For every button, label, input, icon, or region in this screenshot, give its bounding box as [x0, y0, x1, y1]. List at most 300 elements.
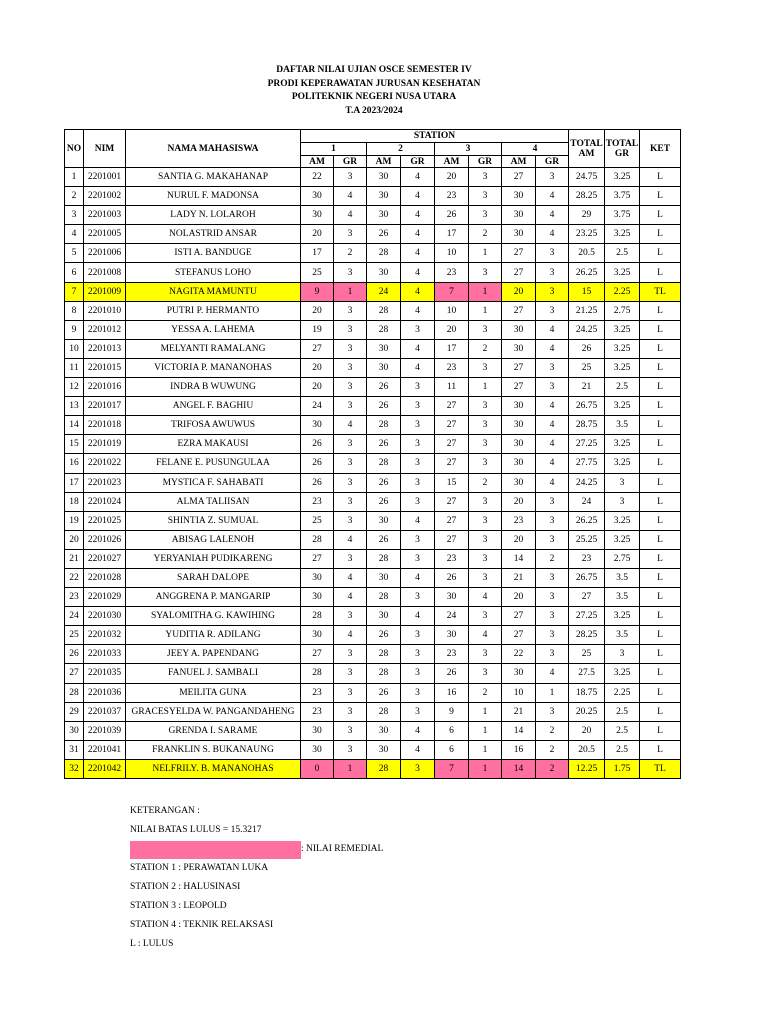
cell-tam: 27: [569, 588, 605, 607]
cell-s1gr: 1: [334, 282, 367, 301]
cell-s3am: 26: [435, 664, 469, 683]
cell-s4am: 10: [502, 683, 536, 702]
cell-s4am: 27: [502, 378, 536, 397]
cell-s1am: 20: [301, 358, 334, 377]
cell-no: 24: [65, 607, 84, 626]
cell-tgr: 2.5: [605, 721, 640, 740]
cell-tam: 18.75: [569, 683, 605, 702]
cell-s2am: 26: [367, 225, 401, 244]
cell-tam: 27.75: [569, 454, 605, 473]
cell-ket: L: [640, 244, 681, 263]
cell-s4am: 27: [502, 244, 536, 263]
cell-nama: TRIFOSA AWUWUS: [126, 416, 301, 435]
cell-s2gr: 4: [401, 225, 435, 244]
cell-ket: L: [640, 225, 681, 244]
cell-s1am: 30: [301, 206, 334, 225]
cell-tam: 25: [569, 358, 605, 377]
cell-tgr: 2.75: [605, 549, 640, 568]
cell-tgr: 2.75: [605, 301, 640, 320]
cell-s1am: 17: [301, 244, 334, 263]
cell-s3gr: 3: [469, 454, 502, 473]
cell-s4gr: 3: [536, 626, 569, 645]
cell-s1gr: 3: [334, 168, 367, 187]
cell-s4gr: 3: [536, 702, 569, 721]
cell-no: 25: [65, 626, 84, 645]
table-row: [65, 721, 681, 740]
batas-lulus: NILAI BATAS LULUS = 15.3217: [130, 825, 262, 835]
cell-tam: 28.25: [569, 626, 605, 645]
cell-tgr: 3.75: [605, 187, 640, 206]
cell-s1gr: 3: [334, 740, 367, 759]
cell-nama: YESSA A. LAHEMA: [126, 320, 301, 339]
cell-tgr: 3.5: [605, 416, 640, 435]
cell-s4gr: 4: [536, 339, 569, 358]
cell-s4gr: 3: [536, 568, 569, 587]
cell-nim: 2201018: [84, 416, 126, 435]
cell-s2gr: 4: [401, 263, 435, 282]
cell-s2am: 24: [367, 282, 401, 301]
cell-s2am: 28: [367, 702, 401, 721]
cell-s1gr: 3: [334, 683, 367, 702]
cell-s2gr: 4: [401, 568, 435, 587]
cell-nim: 2201027: [84, 549, 126, 568]
cell-nama: LADY N. LOLAROH: [126, 206, 301, 225]
cell-s3am: 7: [435, 759, 469, 778]
cell-nim: 2201039: [84, 721, 126, 740]
cell-tam: 25: [569, 645, 605, 664]
cell-tgr: 2.5: [605, 244, 640, 263]
cell-s3am: 26: [435, 206, 469, 225]
cell-s3am: 23: [435, 187, 469, 206]
cell-s3am: 7: [435, 282, 469, 301]
header-s4-am: AM: [502, 156, 536, 168]
cell-no: 28: [65, 683, 84, 702]
cell-no: 14: [65, 416, 84, 435]
cell-s3am: 27: [435, 435, 469, 454]
cell-s2am: 30: [367, 187, 401, 206]
keterangan-label: KETERANGAN :: [130, 806, 200, 816]
cell-s1am: 30: [301, 740, 334, 759]
cell-s4gr: 3: [536, 282, 569, 301]
cell-tgr: 3.25: [605, 435, 640, 454]
cell-tgr: 3.25: [605, 168, 640, 187]
cell-tam: 25.25: [569, 530, 605, 549]
table-row: [65, 168, 681, 187]
title-line-1: DAFTAR NILAI UJIAN OSCE SEMESTER IV: [276, 65, 472, 75]
cell-ket: L: [640, 378, 681, 397]
cell-ket: L: [640, 549, 681, 568]
cell-no: 6: [65, 263, 84, 282]
cell-ket: L: [640, 263, 681, 282]
cell-s4am: 22: [502, 645, 536, 664]
cell-s4am: 27: [502, 626, 536, 645]
cell-s1am: 20: [301, 225, 334, 244]
cell-s2gr: 3: [401, 378, 435, 397]
cell-tgr: 3: [605, 473, 640, 492]
cell-tgr: 2.5: [605, 740, 640, 759]
cell-s2gr: 4: [401, 358, 435, 377]
cell-nama: SHINTIA Z. SUMUAL: [126, 511, 301, 530]
title-line-2: PRODI KEPERAWATAN JURUSAN KESEHATAN: [267, 78, 481, 89]
cell-tam: 28.75: [569, 416, 605, 435]
cell-s1gr: 4: [334, 187, 367, 206]
table-row: [65, 339, 681, 358]
cell-s3gr: 2: [469, 473, 502, 492]
table-row: [65, 206, 681, 225]
cell-tam: 15: [569, 282, 605, 301]
cell-nama: ALMA TALIISAN: [126, 492, 301, 511]
cell-s2gr: 4: [401, 511, 435, 530]
cell-nim: 2201032: [84, 626, 126, 645]
cell-tgr: 3.25: [605, 511, 640, 530]
cell-s2am: 30: [367, 721, 401, 740]
cell-nim: 2201001: [84, 168, 126, 187]
cell-s1gr: 3: [334, 378, 367, 397]
cell-no: 12: [65, 378, 84, 397]
cell-s4am: 27: [502, 168, 536, 187]
cell-ket: TL: [640, 282, 681, 301]
cell-nama: SANTIA G. MAKAHANAP: [126, 168, 301, 187]
table-row: [65, 282, 681, 301]
cell-tam: 23: [569, 549, 605, 568]
cell-s3gr: 4: [469, 588, 502, 607]
title-line-4: T.A 2023/2024: [345, 105, 403, 116]
cell-tam: 28.25: [569, 187, 605, 206]
cell-s1gr: 4: [334, 530, 367, 549]
table-row: [65, 645, 681, 664]
cell-s2am: 28: [367, 549, 401, 568]
cell-s2am: 28: [367, 416, 401, 435]
cell-s4am: 30: [502, 320, 536, 339]
header-total-gr: TOTAL GR: [605, 130, 640, 168]
cell-no: 20: [65, 530, 84, 549]
cell-s1am: 26: [301, 435, 334, 454]
header-nim: NIM: [84, 130, 126, 168]
header-s2-am: AM: [367, 156, 401, 168]
cell-ket: L: [640, 702, 681, 721]
cell-no: 5: [65, 244, 84, 263]
cell-nim: 2201035: [84, 664, 126, 683]
cell-s4gr: 4: [536, 225, 569, 244]
cell-tgr: 3: [605, 492, 640, 511]
cell-s2gr: 4: [401, 339, 435, 358]
cell-nim: 2201041: [84, 740, 126, 759]
cell-s2am: 26: [367, 435, 401, 454]
cell-tgr: 3.25: [605, 607, 640, 626]
cell-s2gr: 4: [401, 187, 435, 206]
cell-s4gr: 1: [536, 683, 569, 702]
cell-ket: L: [640, 168, 681, 187]
cell-s1gr: 3: [334, 397, 367, 416]
cell-tgr: 3.25: [605, 397, 640, 416]
cell-tgr: 2.5: [605, 378, 640, 397]
cell-tam: 26: [569, 339, 605, 358]
cell-s3gr: 3: [469, 168, 502, 187]
cell-s4am: 30: [502, 473, 536, 492]
cell-s1am: 26: [301, 473, 334, 492]
cell-s2am: 30: [367, 206, 401, 225]
header-s1-gr: GR: [334, 156, 367, 168]
cell-tam: 26.75: [569, 568, 605, 587]
cell-tam: 24.25: [569, 473, 605, 492]
cell-s1gr: 3: [334, 664, 367, 683]
cell-s3gr: 3: [469, 358, 502, 377]
cell-nama: FELANE E. PUSUNGULAA: [126, 454, 301, 473]
cell-ket: L: [640, 740, 681, 759]
cell-ket: L: [640, 339, 681, 358]
cell-s1gr: 3: [334, 435, 367, 454]
cell-s1gr: 4: [334, 206, 367, 225]
cell-s2am: 28: [367, 454, 401, 473]
cell-s2am: 26: [367, 626, 401, 645]
cell-s1am: 30: [301, 721, 334, 740]
cell-s4am: 30: [502, 339, 536, 358]
cell-s1am: 22: [301, 168, 334, 187]
cell-nim: 2201028: [84, 568, 126, 587]
cell-no: 23: [65, 588, 84, 607]
cell-ket: L: [640, 492, 681, 511]
cell-s3am: 27: [435, 416, 469, 435]
cell-nama: SYALOMITHA G. KAWIHING: [126, 607, 301, 626]
cell-nama: ANGGRENA P. MANGARIP: [126, 588, 301, 607]
cell-nim: 2201010: [84, 301, 126, 320]
cell-s4gr: 4: [536, 187, 569, 206]
cell-no: 4: [65, 225, 84, 244]
cell-s3gr: 1: [469, 721, 502, 740]
cell-s1am: 24: [301, 397, 334, 416]
cell-s3gr: 1: [469, 301, 502, 320]
cell-s1gr: 3: [334, 473, 367, 492]
table-row: [65, 435, 681, 454]
cell-no: 17: [65, 473, 84, 492]
cell-s3am: 10: [435, 301, 469, 320]
cell-s4am: 20: [502, 492, 536, 511]
cell-s1gr: 3: [334, 320, 367, 339]
cell-s2am: 30: [367, 339, 401, 358]
cell-s4gr: 2: [536, 740, 569, 759]
cell-s2am: 28: [367, 664, 401, 683]
cell-nim: 2201002: [84, 187, 126, 206]
cell-ket: L: [640, 358, 681, 377]
cell-s4am: 16: [502, 740, 536, 759]
cell-s2am: 26: [367, 473, 401, 492]
cell-tam: 24: [569, 492, 605, 511]
cell-s4am: 20: [502, 588, 536, 607]
cell-no: 21: [65, 549, 84, 568]
cell-s3am: 27: [435, 511, 469, 530]
cell-nim: 2201023: [84, 473, 126, 492]
cell-s2am: 28: [367, 320, 401, 339]
cell-s3gr: 3: [469, 511, 502, 530]
cell-s4am: 30: [502, 435, 536, 454]
cell-s1am: 28: [301, 530, 334, 549]
cell-s1gr: 2: [334, 244, 367, 263]
cell-nama: ISTI A. BANDUGE: [126, 244, 301, 263]
cell-nim: 2201006: [84, 244, 126, 263]
cell-nama: MEILITA GUNA: [126, 683, 301, 702]
cell-s4am: 23: [502, 511, 536, 530]
cell-s2gr: 4: [401, 168, 435, 187]
cell-tgr: 3.5: [605, 626, 640, 645]
cell-ket: L: [640, 626, 681, 645]
cell-s3gr: 2: [469, 225, 502, 244]
cell-nama: ANGEL F. BAGHIU: [126, 397, 301, 416]
cell-no: 15: [65, 435, 84, 454]
cell-s3am: 27: [435, 454, 469, 473]
cell-nim: 2201025: [84, 511, 126, 530]
cell-ket: TL: [640, 759, 681, 778]
cell-no: 22: [65, 568, 84, 587]
cell-s2gr: 3: [401, 645, 435, 664]
cell-s1am: 27: [301, 645, 334, 664]
cell-s1gr: 3: [334, 511, 367, 530]
cell-tam: 21.25: [569, 301, 605, 320]
cell-s4gr: 3: [536, 530, 569, 549]
cell-s4gr: 3: [536, 492, 569, 511]
cell-tam: 27.25: [569, 607, 605, 626]
table-row: [65, 473, 681, 492]
cell-s1gr: 3: [334, 301, 367, 320]
cell-s2gr: 3: [401, 588, 435, 607]
cell-s4am: 27: [502, 358, 536, 377]
remedial-legend: [130, 840, 383, 859]
cell-s1gr: 4: [334, 568, 367, 587]
cell-ket: L: [640, 473, 681, 492]
cell-s4am: 21: [502, 702, 536, 721]
cell-s3gr: 3: [469, 664, 502, 683]
cell-s2gr: 3: [401, 435, 435, 454]
header-station-4: 4: [502, 143, 569, 156]
cell-tam: 21: [569, 378, 605, 397]
station-4-note: STATION 4 : TEKNIK RELAKSASI: [130, 920, 274, 930]
cell-s3gr: 1: [469, 740, 502, 759]
cell-nama: NELFRILY. B. MANANOHAS: [126, 759, 301, 778]
cell-s3am: 15: [435, 473, 469, 492]
cell-s3am: 30: [435, 588, 469, 607]
header-station-1: 1: [301, 143, 367, 156]
cell-tam: 23.25: [569, 225, 605, 244]
cell-s1gr: 3: [334, 702, 367, 721]
cell-s3gr: 3: [469, 530, 502, 549]
cell-tgr: 2.5: [605, 702, 640, 721]
cell-s3gr: 4: [469, 626, 502, 645]
cell-s3gr: 3: [469, 435, 502, 454]
cell-s4gr: 3: [536, 244, 569, 263]
cell-nama: YUDITIA R. ADILANG: [126, 626, 301, 645]
title-line-3: POLITEKNIK NEGERI NUSA UTARA: [291, 92, 457, 102]
cell-tgr: 3.25: [605, 339, 640, 358]
cell-tgr: 3.25: [605, 530, 640, 549]
table-row: [65, 702, 681, 721]
cell-s3gr: 3: [469, 492, 502, 511]
cell-ket: L: [640, 511, 681, 530]
cell-s4gr: 4: [536, 664, 569, 683]
cell-tgr: 2.25: [605, 282, 640, 301]
cell-s2am: 28: [367, 301, 401, 320]
cell-s3gr: 3: [469, 187, 502, 206]
table-row: [65, 511, 681, 530]
cell-tam: 24.75: [569, 168, 605, 187]
cell-s3am: 16: [435, 683, 469, 702]
cell-s3am: 6: [435, 740, 469, 759]
cell-nim: 2201008: [84, 263, 126, 282]
cell-s3gr: 2: [469, 683, 502, 702]
cell-s2gr: 3: [401, 473, 435, 492]
cell-s2gr: 3: [401, 320, 435, 339]
cell-s4gr: 3: [536, 511, 569, 530]
cell-s4gr: 2: [536, 721, 569, 740]
table-row: [65, 320, 681, 339]
cell-s2gr: 3: [401, 530, 435, 549]
cell-nama: NURUL F. MADONSA: [126, 187, 301, 206]
cell-s1am: 30: [301, 187, 334, 206]
header-station-3: 3: [435, 143, 502, 156]
cell-s1gr: 4: [334, 588, 367, 607]
grades-table: [64, 129, 681, 779]
cell-nim: 2201013: [84, 339, 126, 358]
cell-s2am: 26: [367, 683, 401, 702]
cell-s2am: 30: [367, 568, 401, 587]
cell-s1gr: 3: [334, 225, 367, 244]
cell-s1am: 28: [301, 607, 334, 626]
cell-s2am: 26: [367, 530, 401, 549]
cell-no: 7: [65, 282, 84, 301]
cell-no: 26: [65, 645, 84, 664]
cell-s3am: 6: [435, 721, 469, 740]
cell-s2gr: 3: [401, 492, 435, 511]
cell-s3gr: 1: [469, 378, 502, 397]
table-row: [65, 358, 681, 377]
cell-s1am: 30: [301, 568, 334, 587]
table-row: [65, 301, 681, 320]
cell-s3am: 27: [435, 397, 469, 416]
cell-ket: L: [640, 568, 681, 587]
cell-nim: 2201022: [84, 454, 126, 473]
cell-s2am: 30: [367, 607, 401, 626]
cell-s1am: 26: [301, 454, 334, 473]
table-row: [65, 244, 681, 263]
cell-s1gr: 3: [334, 721, 367, 740]
cell-tgr: 3.25: [605, 664, 640, 683]
cell-s3am: 20: [435, 168, 469, 187]
table-row: [65, 759, 681, 778]
cell-s2am: 30: [367, 740, 401, 759]
cell-nim: 2201024: [84, 492, 126, 511]
cell-s4gr: 2: [536, 549, 569, 568]
cell-tgr: 3.5: [605, 588, 640, 607]
cell-s1am: 25: [301, 511, 334, 530]
cell-s4am: 21: [502, 568, 536, 587]
cell-s1am: 0: [301, 759, 334, 778]
cell-s2gr: 4: [401, 721, 435, 740]
cell-no: 1: [65, 168, 84, 187]
cell-no: 13: [65, 397, 84, 416]
cell-nama: NOLASTRID ANSAR: [126, 225, 301, 244]
cell-nim: 2201026: [84, 530, 126, 549]
cell-nama: GRACESYELDA W. PANGANDAHENG: [126, 702, 301, 721]
table-row: [65, 664, 681, 683]
cell-nim: 2201042: [84, 759, 126, 778]
cell-ket: L: [640, 416, 681, 435]
cell-s1gr: 3: [334, 358, 367, 377]
cell-s4gr: 3: [536, 263, 569, 282]
cell-s1am: 23: [301, 702, 334, 721]
table-row: [65, 549, 681, 568]
cell-s3am: 23: [435, 358, 469, 377]
cell-tam: 20.5: [569, 244, 605, 263]
notes-section: [130, 802, 383, 954]
cell-s2am: 28: [367, 759, 401, 778]
